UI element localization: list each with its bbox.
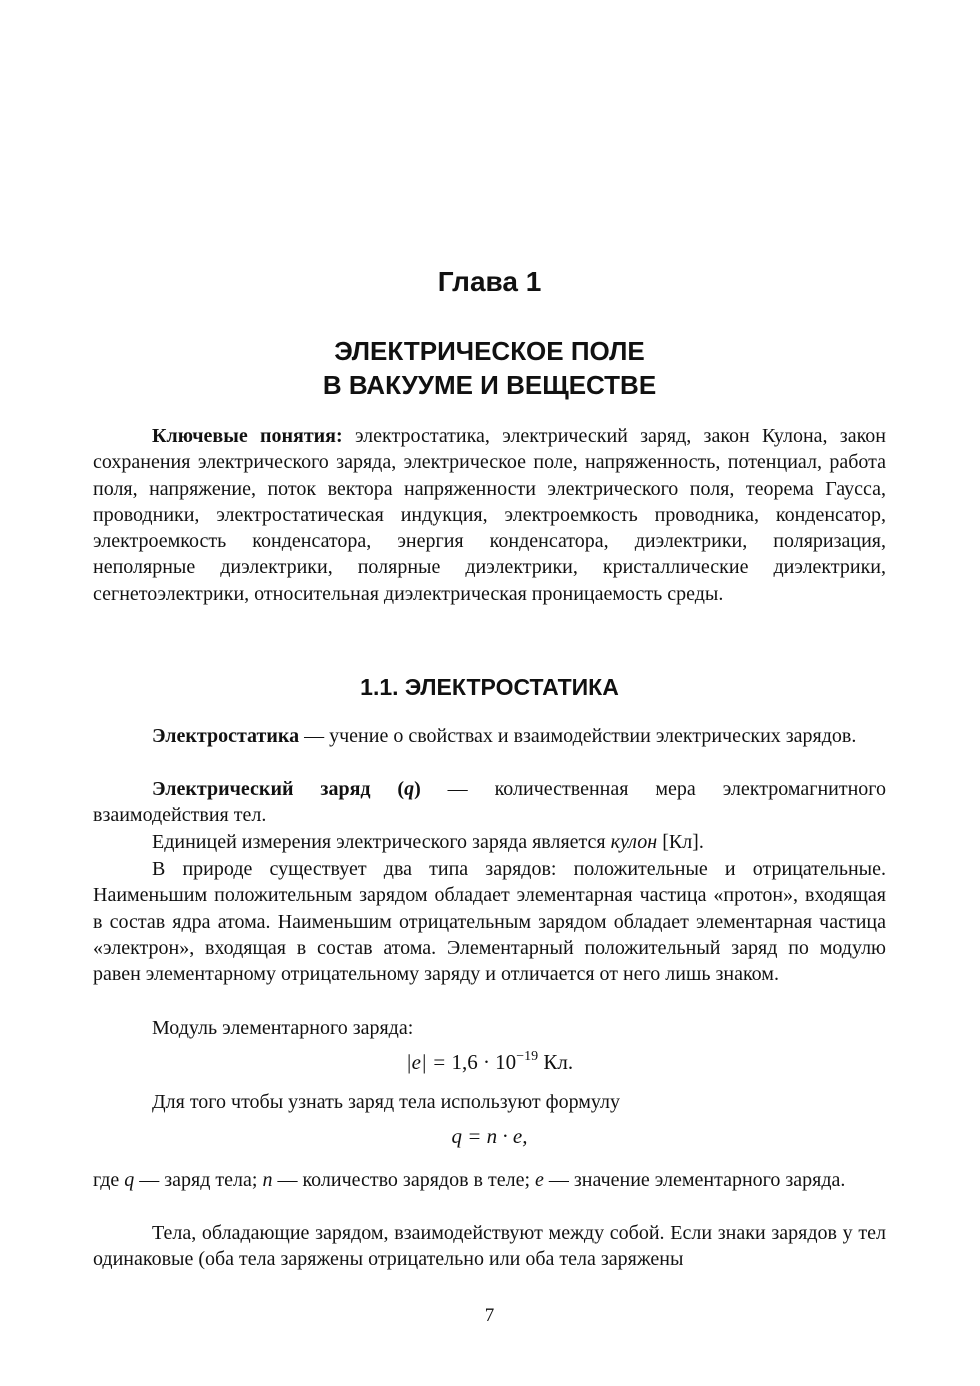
- legend-text: — количество зарядов в теле;: [272, 1169, 536, 1191]
- charge-types-paragraph: В природе существует два типа зарядов: положительные и отрицательные. Наименьшим положительным зарядом обладает элементарная частица «протон», входящая в состав ядра атома. Наименьшим отрицательным зарядом обладает элементарная частица «электрон», входящая в состав атома. Элементарный положительный заряд по модулю равен элементарному отрицательному заряду и отличается от него лишь знаком.: [93, 858, 886, 986]
- key-concepts-text: электростатика, электрический заряд, закон Кулона, закон сохранения электрического заряда, электрическое поле, напряженность, потенциал, работа поля, напряжение, поток вектора напряженности электрического поля, теорема Гаусса, проводники, электростатическая индукция, электроемкость проводника, конденсатор, электроемкость конденсатора, энергия конденсатора, диэлектрики, поляризация, неполярные диэлектрики, полярные диэлектрики, кристаллические диэлектрики, сегнетоэлектрики, относительная диэлектрическая проницаемость среды.: [93, 425, 886, 605]
- page-number: 7: [484, 1305, 495, 1326]
- formula-exponent: −19: [516, 1049, 539, 1064]
- chapter-label: Глава 1: [437, 266, 542, 297]
- formula-lhs: |e| =: [405, 1050, 452, 1074]
- formula-mantissa: 1,6 · 10: [451, 1050, 517, 1074]
- legend-text: где: [93, 1169, 125, 1191]
- term-electrostatics: Электростатика: [152, 725, 300, 747]
- formula-intro-paragraph: Для того чтобы узнать заряд тела используют формулу: [152, 1091, 621, 1113]
- term-paren: ): [414, 778, 421, 800]
- key-concepts-label: Ключевые понятия:: [152, 425, 343, 447]
- formula-legend-paragraph: [93, 1167, 886, 1193]
- unit-name: кулон: [610, 831, 658, 853]
- charge-symbol: q: [404, 778, 415, 800]
- formula-elementary-charge: [93, 1050, 886, 1075]
- unit-text: Единицей измерения электрического заряда является: [152, 831, 611, 853]
- legend-q-symbol: q: [124, 1169, 135, 1191]
- definition-text: — количественная мера электромагнитного взаимодействия тел.: [93, 778, 887, 827]
- chapter-title-line-2: В ВАКУУМЕ И ВЕЩЕСТВЕ: [322, 370, 657, 400]
- section-title: 1.1. ЭЛЕКТРОСТАТИКА: [360, 674, 619, 700]
- definition-electrostatics: [93, 723, 886, 749]
- legend-n-symbol: n: [262, 1169, 273, 1191]
- page: [93, 0, 886, 1386]
- formula-body-charge: q = n · e,: [451, 1124, 528, 1148]
- legend-text: — заряд тела;: [134, 1169, 263, 1191]
- key-concepts-paragraph: [93, 423, 886, 607]
- definition-electric-charge: [93, 776, 886, 829]
- interaction-paragraph: Тела, обладающие зарядом, взаимодействуют между собой. Если знаки зарядов у тел одинаковые (оба тела заряжены отрицательно или оба тела заряжены: [93, 1222, 886, 1271]
- legend-text: — значение элементарного заряда.: [543, 1169, 846, 1191]
- unit-paragraph: [93, 829, 886, 855]
- definition-text: — учение о свойствах и взаимодействии электрических зарядов.: [299, 725, 857, 747]
- formula-unit: Кл.: [538, 1050, 574, 1074]
- unit-symbol: [Кл].: [657, 831, 704, 853]
- term-text: Электрический заряд (: [152, 778, 405, 800]
- chapter-title: [93, 334, 886, 402]
- legend-e-symbol: e: [535, 1169, 544, 1191]
- chapter-title-line-1: ЭЛЕКТРИЧЕСКОЕ ПОЛЕ: [334, 336, 645, 366]
- elementary-charge-intro: Модуль элементарного заряда:: [152, 1017, 414, 1039]
- term-electric-charge: [152, 778, 421, 800]
